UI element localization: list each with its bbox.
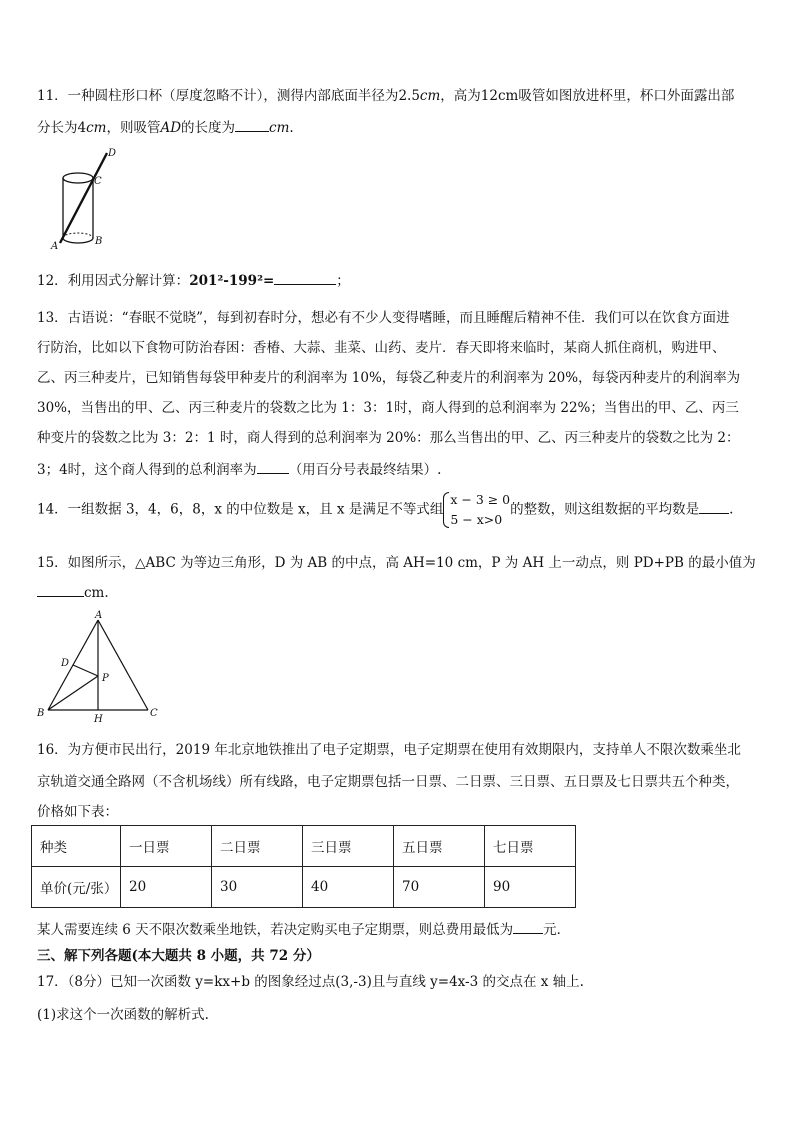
q11-unit-3: cm xyxy=(269,120,290,136)
label-D: D xyxy=(108,148,117,159)
q14-text-a: 14．一组数据 3，4，6，8，x 的中位数是 x，且 x 是满足不等式组 xyxy=(37,501,444,518)
q16-after-b: 元． xyxy=(543,922,571,938)
label-D: D xyxy=(61,658,70,669)
q14-line xyxy=(37,490,733,530)
q11-radius: 2.5 xyxy=(398,88,420,104)
answer-blank xyxy=(699,501,729,514)
straw xyxy=(60,153,107,243)
table-cell: 五日票 xyxy=(394,826,485,867)
cup-top-ellipse xyxy=(63,173,93,183)
q13-line3: 乙、丙三种麦片，已知销售每袋甲种麦片的利润率为 10%，每袋乙种麦片的利润率为 20%，每袋丙种麦片的利润率为 xyxy=(37,370,741,386)
q15-line2 xyxy=(37,584,109,601)
triangle-figure xyxy=(36,610,166,725)
q11-unit-2: cm xyxy=(86,120,107,136)
q13-last-a: 3；4时，这个商人得到的总利润率为 xyxy=(37,462,257,478)
table-cell: 种类 xyxy=(32,826,121,867)
q13-line6 xyxy=(37,458,441,478)
period: . xyxy=(289,120,294,136)
label-C: C xyxy=(94,176,102,187)
q16-line3: 价格如下表： xyxy=(37,804,118,820)
q12-expr: 201²-199²= xyxy=(189,273,275,289)
section-heading: 三、解下列各题(本大题共 8 小题，共 72 分） xyxy=(37,948,320,964)
q12-line xyxy=(37,269,350,289)
label-B: B xyxy=(95,236,103,247)
q11-text-2b: ，则吸管 xyxy=(106,120,161,136)
price-table xyxy=(31,825,576,908)
q16-after xyxy=(37,918,570,938)
inequality-system xyxy=(443,490,510,530)
answer-blank xyxy=(274,272,336,285)
q12-end: ； xyxy=(336,273,350,289)
table-cell: 30 xyxy=(212,867,303,908)
q14-text-b: 的整数，则这组数据的平均数是 xyxy=(510,501,700,518)
q11-line1 xyxy=(37,84,734,104)
table-cell: 单价(元/张） xyxy=(32,867,121,908)
table-cell: 三日票 xyxy=(303,826,394,867)
inequality-2: 5 − x>0 xyxy=(450,512,503,527)
label-C: C xyxy=(150,708,158,719)
answer-blank xyxy=(257,461,289,474)
table-cell: 40 xyxy=(303,867,394,908)
side-AC xyxy=(98,620,148,710)
label-A: A xyxy=(51,241,59,252)
q17-line1: 17．（8分）已知一次函数 y=kx+b 的图象经过点(3,-3)且与直线 y=4x-3 的交点在 x 轴上. xyxy=(37,974,584,990)
cup-bottom-back xyxy=(63,233,93,238)
q13-line2: 行防治，比如以下食物可防治春困：香椿、大蒜、韭菜、山药、麦片．春天即将来临时，某商人抓住商机，购进甲、 xyxy=(37,340,726,356)
cup-bottom-front xyxy=(63,238,93,243)
q11-value: 4 xyxy=(77,120,87,136)
q15-line1: 15．如图所示，△ABC 为等边三角形，D 为 AB 的中点，高 AH=10 cm，P 为 AH 上一动点，则 PD+PB 的最小值为 xyxy=(37,555,756,571)
q11-text-2c: 的长度为 xyxy=(181,120,236,136)
q11-unit: cm xyxy=(419,88,441,104)
q13-line1: 13．古语说：“春眠不觉晓”，每到初春时分，想必有不少人变得嗜睡，而且睡醒后精神不佳．我们可以在饮食方面进 xyxy=(37,310,730,326)
q11-ad: AD xyxy=(160,120,182,136)
cup-straw-figure xyxy=(50,148,120,250)
q16-line2: 京轨道交通全路网（不含机场线）所有线路，电子定期票包括一日票、二日票、三日票、五日票及七日票共五个种类， xyxy=(37,774,739,790)
label-A: A xyxy=(95,610,103,621)
q16-line1: 16．为方便市民出行，2019 年北京地铁推出了电子定期票，电子定期票在使用有效期限内，支持单人不限次数乘坐北 xyxy=(37,742,741,758)
q11-text: 11．一种圆柱形口杯（厚度忽略不计），测得内部底面半径为 xyxy=(37,88,399,104)
table-row xyxy=(32,867,576,908)
table-cell: 七日票 xyxy=(485,826,576,867)
q15-unit: cm. xyxy=(84,585,109,601)
answer-blank xyxy=(37,584,84,597)
answer-blank xyxy=(513,921,543,934)
table-cell: 二日票 xyxy=(212,826,303,867)
q11-line2 xyxy=(37,116,294,136)
q17-line2: (1)求这个一次函数的解析式. xyxy=(37,1007,209,1023)
table-cell: 一日票 xyxy=(121,826,212,867)
q13-line4: 30%，当售出的甲、乙、丙三种麦片的袋数之比为 1：3：1时，商人得到的总利润率为 22%；当售出的甲、乙、丙三 xyxy=(37,400,739,416)
q13-line5: 种变片的袋数之比为 3：2：1 时，商人得到的总利润率为 20%：那么当售出的甲、乙、丙三种麦片的袋数之比为 2： xyxy=(37,430,740,446)
q13-last-b: （用百分号表最终结果）. xyxy=(288,462,442,478)
table-header-row xyxy=(32,826,576,867)
q11-text-2a: 分长为 xyxy=(37,120,78,136)
q11-text-b: ，高为12cm吸管如图放进杯里，杯口外面露出部 xyxy=(440,88,735,104)
label-B: B xyxy=(37,708,45,719)
answer-blank xyxy=(235,119,269,132)
label-P: P xyxy=(102,673,109,684)
table-cell: 70 xyxy=(394,867,485,908)
table-cell: 90 xyxy=(485,867,576,908)
segment-DP xyxy=(73,665,98,676)
q16-after-a: 某人需要连续 6 天不限次数乘坐地铁，若决定购买电子定期票，则总费用最低为 xyxy=(37,922,514,938)
table-cell: 20 xyxy=(121,867,212,908)
q12-text: 12．利用因式分解计算： xyxy=(37,273,190,289)
q14-end: . xyxy=(729,501,734,518)
inequality-1: x − 3 ≥ 0 xyxy=(450,492,511,507)
segment-BP xyxy=(48,676,98,710)
label-H: H xyxy=(94,714,103,725)
